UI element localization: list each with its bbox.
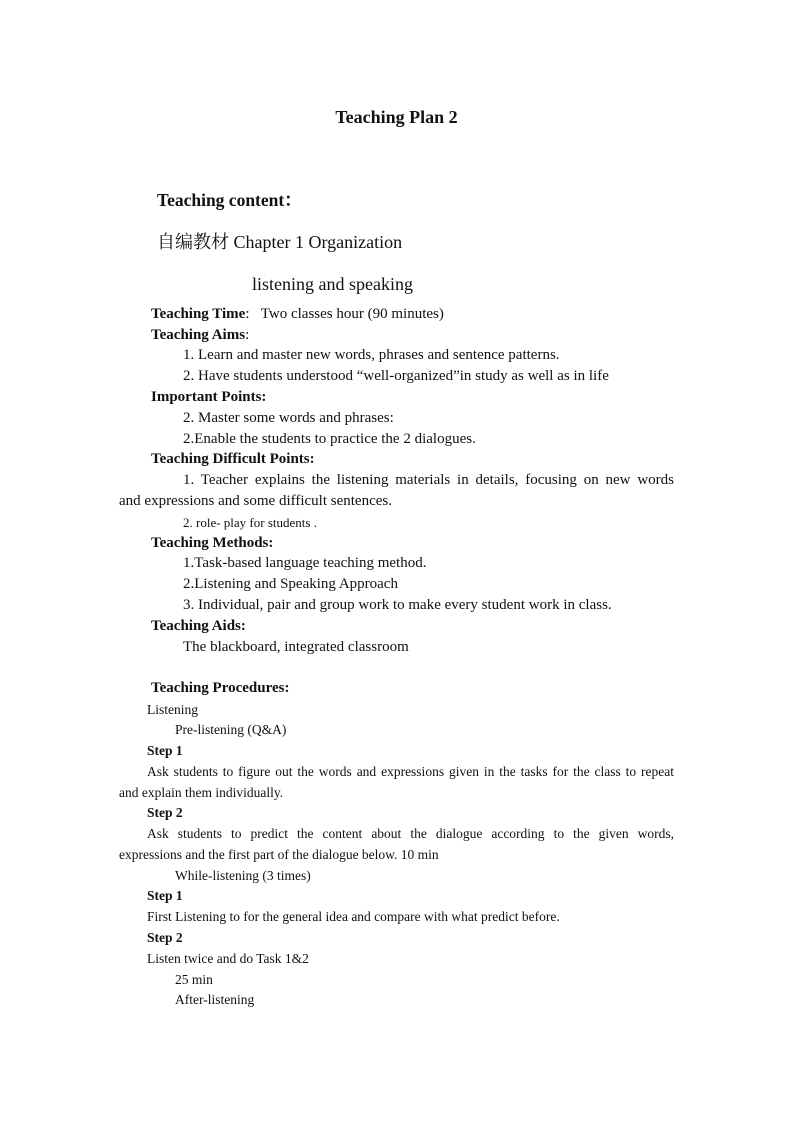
step-label: Step 1 <box>147 743 183 758</box>
teaching-aims <box>151 328 249 343</box>
important-points-label: Important Points: <box>151 389 267 405</box>
method-item: 3. Individual, pair and group work to make every student work in class. <box>183 597 612 613</box>
procedure-duration: 25 min <box>175 972 213 987</box>
teaching-time-sep: : <box>245 306 250 322</box>
procedure-listening: Listening <box>147 702 198 717</box>
important-item: 2.Enable the students to practice the 2 dialogues. <box>183 431 476 447</box>
content-line-1: 自编教材 Chapter 1 Organization <box>157 232 403 252</box>
content-heading: Teaching content： <box>157 190 302 210</box>
step-text-line: expressions and the first part of the dialogue below. 10 min <box>119 847 439 862</box>
step-text: First Listening to for the general idea and compare with what predict before. <box>147 909 560 924</box>
page-title: Teaching Plan 2 <box>335 107 458 127</box>
step-label: Step 2 <box>147 805 183 820</box>
difficult-item-line: and expressions and some difficult sentences. <box>119 493 392 509</box>
teaching-methods-label: Teaching Methods: <box>151 535 274 551</box>
difficult-item: 2. role- play for students . <box>183 515 317 530</box>
teaching-aims-sep: : <box>245 327 250 343</box>
aim-item: 1. Learn and master new words, phrases and sentence patterns. <box>183 347 560 363</box>
teaching-time-label: Teaching Time <box>151 306 246 322</box>
aim-item: 2. Have students understood “well-organized”in study as well as in life <box>183 368 609 384</box>
step-text: Listen twice and do Task 1&2 <box>147 951 309 966</box>
step-text-line: Ask students to predict the content about the dialogue according to the given words, <box>147 826 674 841</box>
step-label: Step 1 <box>147 888 183 903</box>
difficult-points-label: Teaching Difficult Points: <box>151 451 315 467</box>
procedure-pre-listening: Pre-listening (Q&A) <box>175 722 287 737</box>
teaching-time-value: Two classes hour (90 minutes) <box>260 306 444 322</box>
method-item: 2.Listening and Speaking Approach <box>183 576 398 592</box>
step-text-line: Ask students to figure out the words and expressions given in the tasks for the class to repeat <box>147 764 674 779</box>
procedure-after-listening: After-listening <box>175 992 255 1007</box>
teaching-procedures-label: Teaching Procedures: <box>151 680 290 696</box>
teaching-aids-value: The blackboard, integrated classroom <box>183 639 409 655</box>
teaching-aims-label: Teaching Aims <box>151 327 246 343</box>
difficult-item-line: 1. Teacher explains the listening materials in details, focusing on new words <box>183 472 674 488</box>
step-label: Step 2 <box>147 930 183 945</box>
step-text-line: and explain them individually. <box>119 785 284 800</box>
content-line-2: listening and speaking <box>252 274 413 294</box>
teaching-time <box>151 307 444 322</box>
important-item: 2. Master some words and phrases: <box>183 410 394 426</box>
method-item: 1.Task-based language teaching method. <box>183 555 427 571</box>
teaching-aids-label: Teaching Aids: <box>151 618 246 634</box>
procedure-while-listening: While-listening (3 times) <box>175 868 311 883</box>
